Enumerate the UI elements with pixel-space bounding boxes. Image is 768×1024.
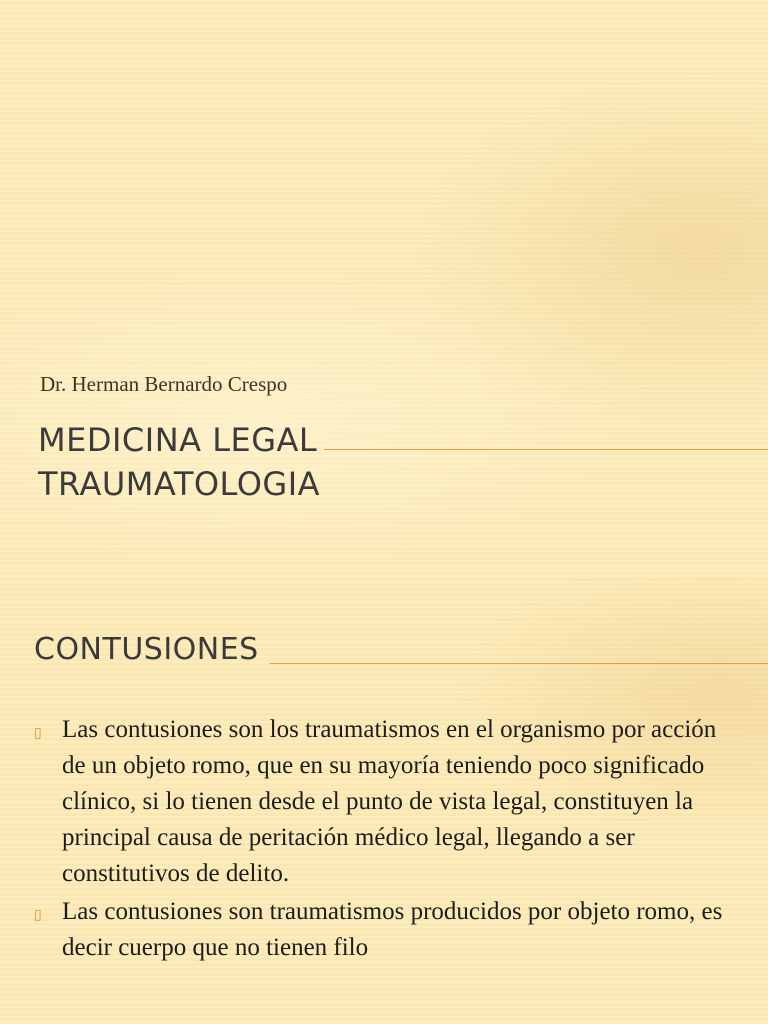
heading-divider-line (270, 663, 768, 664)
bullet-item (34, 894, 746, 966)
author-name: Dr. Herman Bernardo Crespo (40, 372, 288, 396)
slide-title (38, 418, 320, 506)
bullet-list (34, 712, 746, 968)
title-line-2: TRAUMATOLOGIA (38, 465, 321, 503)
title-line-1: MEDICINA LEGAL (38, 421, 318, 459)
bullet-text: Las contusiones son los traumatismos en el organismo por acción de un objeto romo, que en su mayoría teniendo poco significado clínico, si lo tienen desde el punto de vista legal, constituyen la principal causa de peritación médico legal, llegando a ser constitutivos de delito. (62, 716, 717, 887)
open-square-bullet-icon: ▯ (34, 908, 42, 923)
open-square-bullet-icon: ▯ (34, 726, 42, 741)
slide-heading: CONTUSIONES (34, 632, 259, 667)
title-divider-line (324, 449, 768, 450)
bullet-text: Las contusiones son traumatismos producidos por objeto romo, es decir cuerpo que no tienen filo (62, 898, 723, 961)
bullet-item (34, 712, 746, 892)
